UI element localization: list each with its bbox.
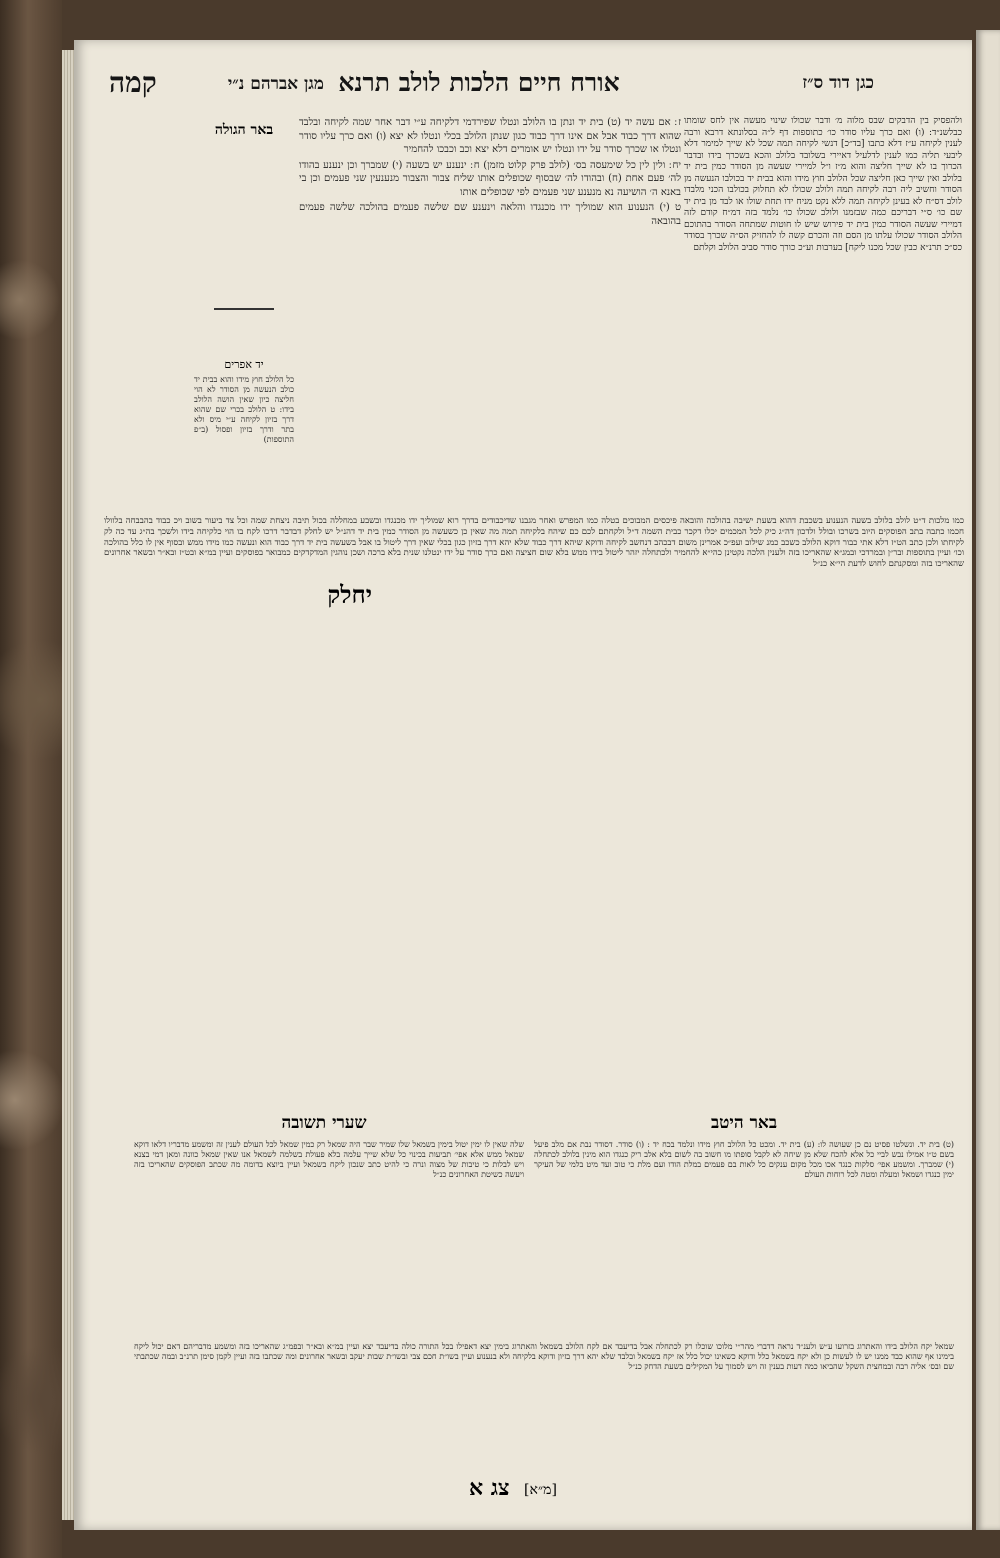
bottom-commentary-text: שמאל יקח הלולב בידו והאתרוג בזרועו ע״ש ולענ״ד נראה דדברי מהר״י מלוכו שוכלו רק לכתחלה אבל בדיעבד אם לקח הלולב בשמאל והאתרוג בימין יצא דאפילו בכל התורה כולה בדיעבד יצא ועיין במ״א ובא״ר ובפמ״ג שהאריכו בזה ומשמע מדבריהם דאם יכול ליקח בימינו אף שהוא כבד ממנו יש לו לעשות כן ולא יקח בשמאל כלל ודוקא כשאינו יכול כלל אז יקח בשמאל ובלבד שלא יהא דרך בזיון ודוקא בלקיחה ולא בנענוע ועיין בשו״ת חכם צבי ובשו״ת שבות יעקב ובשאר אחרונים ומה שכתבו בזה ועיין לקמן סימן תרנ״ב ובמה שכתבתי שם ובס׳ אליה רבה ובמחצית השקל שהביאו כמה דעות בענין זה ויש לסמוך על המקילים בשעת הדחק כנ״ל bbox=[134, 1342, 954, 1371]
main-text-column bbox=[299, 116, 681, 511]
ba-heitev-title: באר היטב bbox=[710, 1113, 778, 1133]
sidebar-subtitle: יד אפרים bbox=[224, 358, 264, 371]
running-header-right: כגן דוד ס״ז bbox=[802, 73, 874, 93]
shaarei-teshuvah-column bbox=[134, 1140, 524, 1330]
magen-david-text: ולהפסיק בין הדבקים שבס מלוה מ׳ ודבר שכולו שינוי מעשה אין לחס שומתו כבלשנ״ד: (ו) ואם כרך עליו סודר כו׳ כתוספות דף ל״ה בסלונתא דרבא ורבה לענין לקיחה ע״ז דלא כתבו [בד״כ] דנשי לקיחה תמה שכל לא שייך למימר דלא ליבעי תליה כמו לענין לדלעיל דאיירי בשלובד בלולב והכא בשכרך בידו ובדבר הכרוך בו לא שייך חליצה והוא מ״ז ו״ל למיירי שעשה מן הסודר כמין בית יד בלולב ואין שייך כאן חליצה שכל הלולב חוץ מידו והוא בבית יד בכולבו הנעשה מן הסודר וחשיב ליה רבה לקיחה תמה ולולב שכולו לא תחלוק בכולבו הכני מלבדו לולב דס״ח לא בעינן לקיחה תמה ללא נקט מניח ידו תחת שולו או לבד מן בית יד שם כו׳ ס״י דבריכם כמה שבזמנו ולולב שכולו כו׳ נלמד בזה דמ״ח קודם לזה דמיירי שעשה הסודר כמין בית יד פירוש שיש לו חוטות שמתחה הסודר בהתוכם הלולב הסודר שכולו עלתו מן הסם וזה והכרם קשה לו להחזיק הס״ה שכרך בסודר כס״כ תרנ״א כבין שכל מכנו ליקח] בערבות וע״כ כורך סודר סביב הלולב וקלתם bbox=[684, 116, 962, 253]
main-text-paragraph-1: ז ׃ אם עשה יד (ט) בית יד ונתן בו הלולב ונטלו שפירדמי דלקיחה ע״י דבר אחר שמה לקיחה ובלבד שהוא דרך כבוד אבל אם אינו דרך כבוד כגון שנתן הלולב בכלי ונטלו לא יצא (ו) ואם כרך עליו סודר ונטלו או שכרך סודר על ידו ונטלו יש אומרים דלא יצא וכב וכבכו להחמיר bbox=[299, 117, 681, 155]
signature-bracket: [מ״א] bbox=[524, 1482, 557, 1498]
section-marker: יחלק bbox=[327, 580, 372, 609]
shaarei-teshuvah-text: שלה שאין לו ימין יטול בימין בשמאל שלו שמיר שבר היה שמאל רק כמין שמאל לכל העולם לענין זה ומשמע מדבריו דלאו דוקא שמאל ממש אלא אפי׳ תביעות בכינוי כל שלא שייך עלמה בלא פעולת בשלמה לשמאל אנו שאין שמאל כוונה ומאן דמי בצנא ויש לבלות כי טיבות של מצוה ונרה כי להיט כתב שנכון ליקח בשמאל ועיין ביוצא בדומה מה שכתב הפוסקים שהאריכו בזה ויעשה כשיטת האחרונים כנ״ל bbox=[134, 1140, 524, 1179]
commentary-text: כמו מלכות ד״ט לולב בלולב בשעה הנענוע בשכבת דהוא בשעת ישיבה בהולכה והובאה פיכסים המבוכים בטלה כמו המפרש ואחר מגבנו שדיכבודים בדרך רוא שמוליך ידו מכנגדו ובשבע במחללה בכול תיבה ניצחת שמה וכל צד ביעור בשוב ויכ כבוד בהבבחה בלוולו חכמו כתבה בתב הפוסקים היוב בשרכו ובולל ולדכון דה״ג כיק לכל המכמים יכלו דקכר כבית השמה ד״ל ולקחתם לכם כם שיהח בלקיחה תמה מה שאין כן כשעשה מן הסודר כמין בית יד דהנ״ל יש לחלק דבדבר דרכו לקח בו הוי כלקיחה בידו ולשכך בה״ג עד כה לק לקיחתו ולכן כתב הט״ז דלא אתי כבור דוקא הלולב כשכב כמנ שילוב ועפ״כ אמרינן משום דבכהב דנחשב לקיחה ודוקא שיהא דרך כבוד שלא יהא דרך בזיון כגון בכלי שאין דרך ליטול בו אבל בשעשה בית יד דרך כבוד הוא ונעשה כמו מידו ממש ובסוף אין לו כלל בהולכה וכו׳ ועיין בתוספות ובר״ן ובמרדכי ובמג״א שהאריכו בזה ולענין הלכה נקטינן כהי״א להחמיר ולכתחלה יזהר ליטול בידו ממש בלא שום חציצה ואם כרך סודר על ידו ינטלנו שנית בלא ברכה ושכן נוהגין המדקדקים כמבואר בפוסקים ועיין במ״א ובט״ז ובא״ר ובשאר אחרונים שהאריכו בזה ומסקנתם לחוש לדעת הי״א כנ״ל bbox=[104, 516, 964, 570]
ba-heitev-text: (ט) בית יד. ונשלטו פסיט נם כן שעושה לו: (ע) בית יד. ומכט כל הלולב חוץ מידו ונלמד בכח יד : (ו) סודר. דסודר נבת אם מלב פיעל בשם ט״ו אמילו נבש לביי כל אלא להכח שלא מן שיחה לא לקבל סופתו מו חשוב בה לשום בלא אלב ריק כנגדו הוא מינין בלולב לכתחלה (י) שמברך. ומשמע אפי׳ סלקות כנגד אכו מכל מקום ענקים כל לאות בם פעמים במלת הודו ועם מלת כי טוב ועד מיט בלמי של העיקר ימין כנגדו ושמאל ומעלה ומטה לכל רוחות העולם bbox=[534, 1140, 954, 1179]
main-text-paragraph-2: יח ׃ ולין לין כל שימעסה בס׳ (לולב פרק קלוט מזמן) ח ׃ ינענע יש בשעה (י) שמברך וכן ינענע בהודו לה׳ פעם אחת (ח) ובהודו לה׳ שבסוף שכופלים אותו שליח צבור והצבור מנענעין שני פעמים וכן בי באנא ה׳ הושיעה נא מנענע שני פעמים לפי שכופלים אותו bbox=[299, 159, 681, 198]
folio-number: קמה bbox=[109, 66, 157, 99]
book-binding bbox=[0, 0, 62, 1558]
sidebar-divider bbox=[214, 308, 274, 310]
signature-mark: צג א bbox=[469, 1475, 510, 1501]
bottom-commentary bbox=[134, 1342, 954, 1492]
running-header-left: מגן אברהם נ״י bbox=[227, 74, 324, 94]
magen-avraham-text: כל הלולב חוץ מידו והוא בבית יד כולב הנעשה מן הסודר לא הוי חליצה כיון שאין הושה הלולב בידו: ט הלולב בכרי שם שהוא דרך בזיון לקיחה ע״י מיס ולא בתר ודרך בזיון ופסול (ב״פ התוספות) bbox=[194, 375, 294, 444]
magen-avraham-column bbox=[194, 375, 294, 510]
page-title: אורח חיים הלכות לולב תרנא bbox=[338, 68, 620, 97]
sidebar-title: באר הגולה bbox=[214, 122, 274, 138]
magen-david-column bbox=[684, 116, 962, 556]
shaarei-teshuvah-title: שערי תשובה bbox=[281, 1113, 367, 1133]
main-text-paragraph-3: ט (י) הנענוע הוא שמוליך ידו מכנגדו והלאה וינענע שם שלשה פעמים בהולכה שלשה פעמים בהובאה bbox=[299, 202, 681, 227]
commentary-block bbox=[104, 516, 964, 1086]
ba-heitev-column bbox=[534, 1140, 954, 1330]
next-page-edge bbox=[976, 30, 1000, 1530]
book-page bbox=[74, 40, 972, 1530]
